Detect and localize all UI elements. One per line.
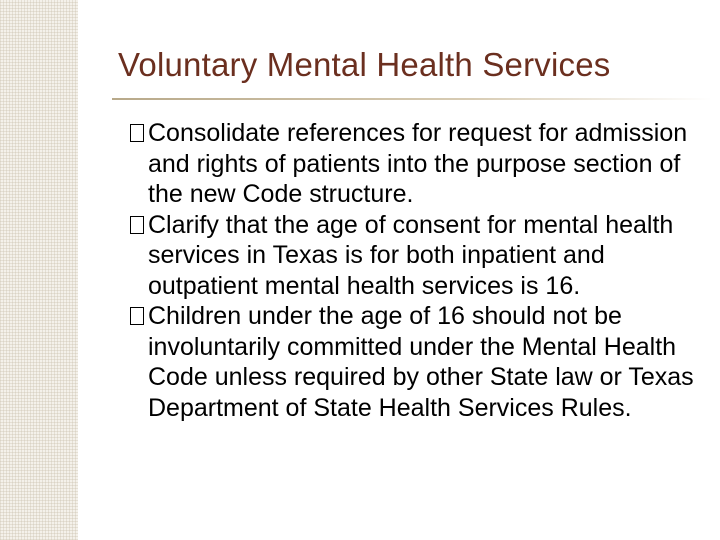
bullet-item-3: [130, 301, 710, 423]
slide-title: Voluntary Mental Health Services: [118, 46, 611, 83]
bullet-text-2: Clarify that the age of consent for mental health services in Texas is for both inpatient and outpatient mental health services is 16.: [148, 210, 674, 300]
title-underline-rule: [112, 98, 712, 100]
bullet-text-3: Children under the age of 16 should not be involuntarily committed under the Mental Health Code unless required by other State law or Texas Department of State Health Services Rules.: [148, 302, 694, 422]
bullet-list: [130, 118, 710, 423]
missing-glyph-box-icon: [130, 216, 144, 234]
missing-glyph-box-icon: [130, 307, 144, 325]
bullet-item-2: [130, 210, 710, 302]
left-border-edge: [78, 0, 79, 540]
missing-glyph-box-icon: [130, 124, 144, 142]
decorative-left-border: [0, 0, 78, 540]
bullet-item-1: [130, 118, 710, 210]
bullet-text-1: Consolidate references for request for admission and rights of patients into the purpose section of the new Code structure.: [148, 119, 688, 208]
